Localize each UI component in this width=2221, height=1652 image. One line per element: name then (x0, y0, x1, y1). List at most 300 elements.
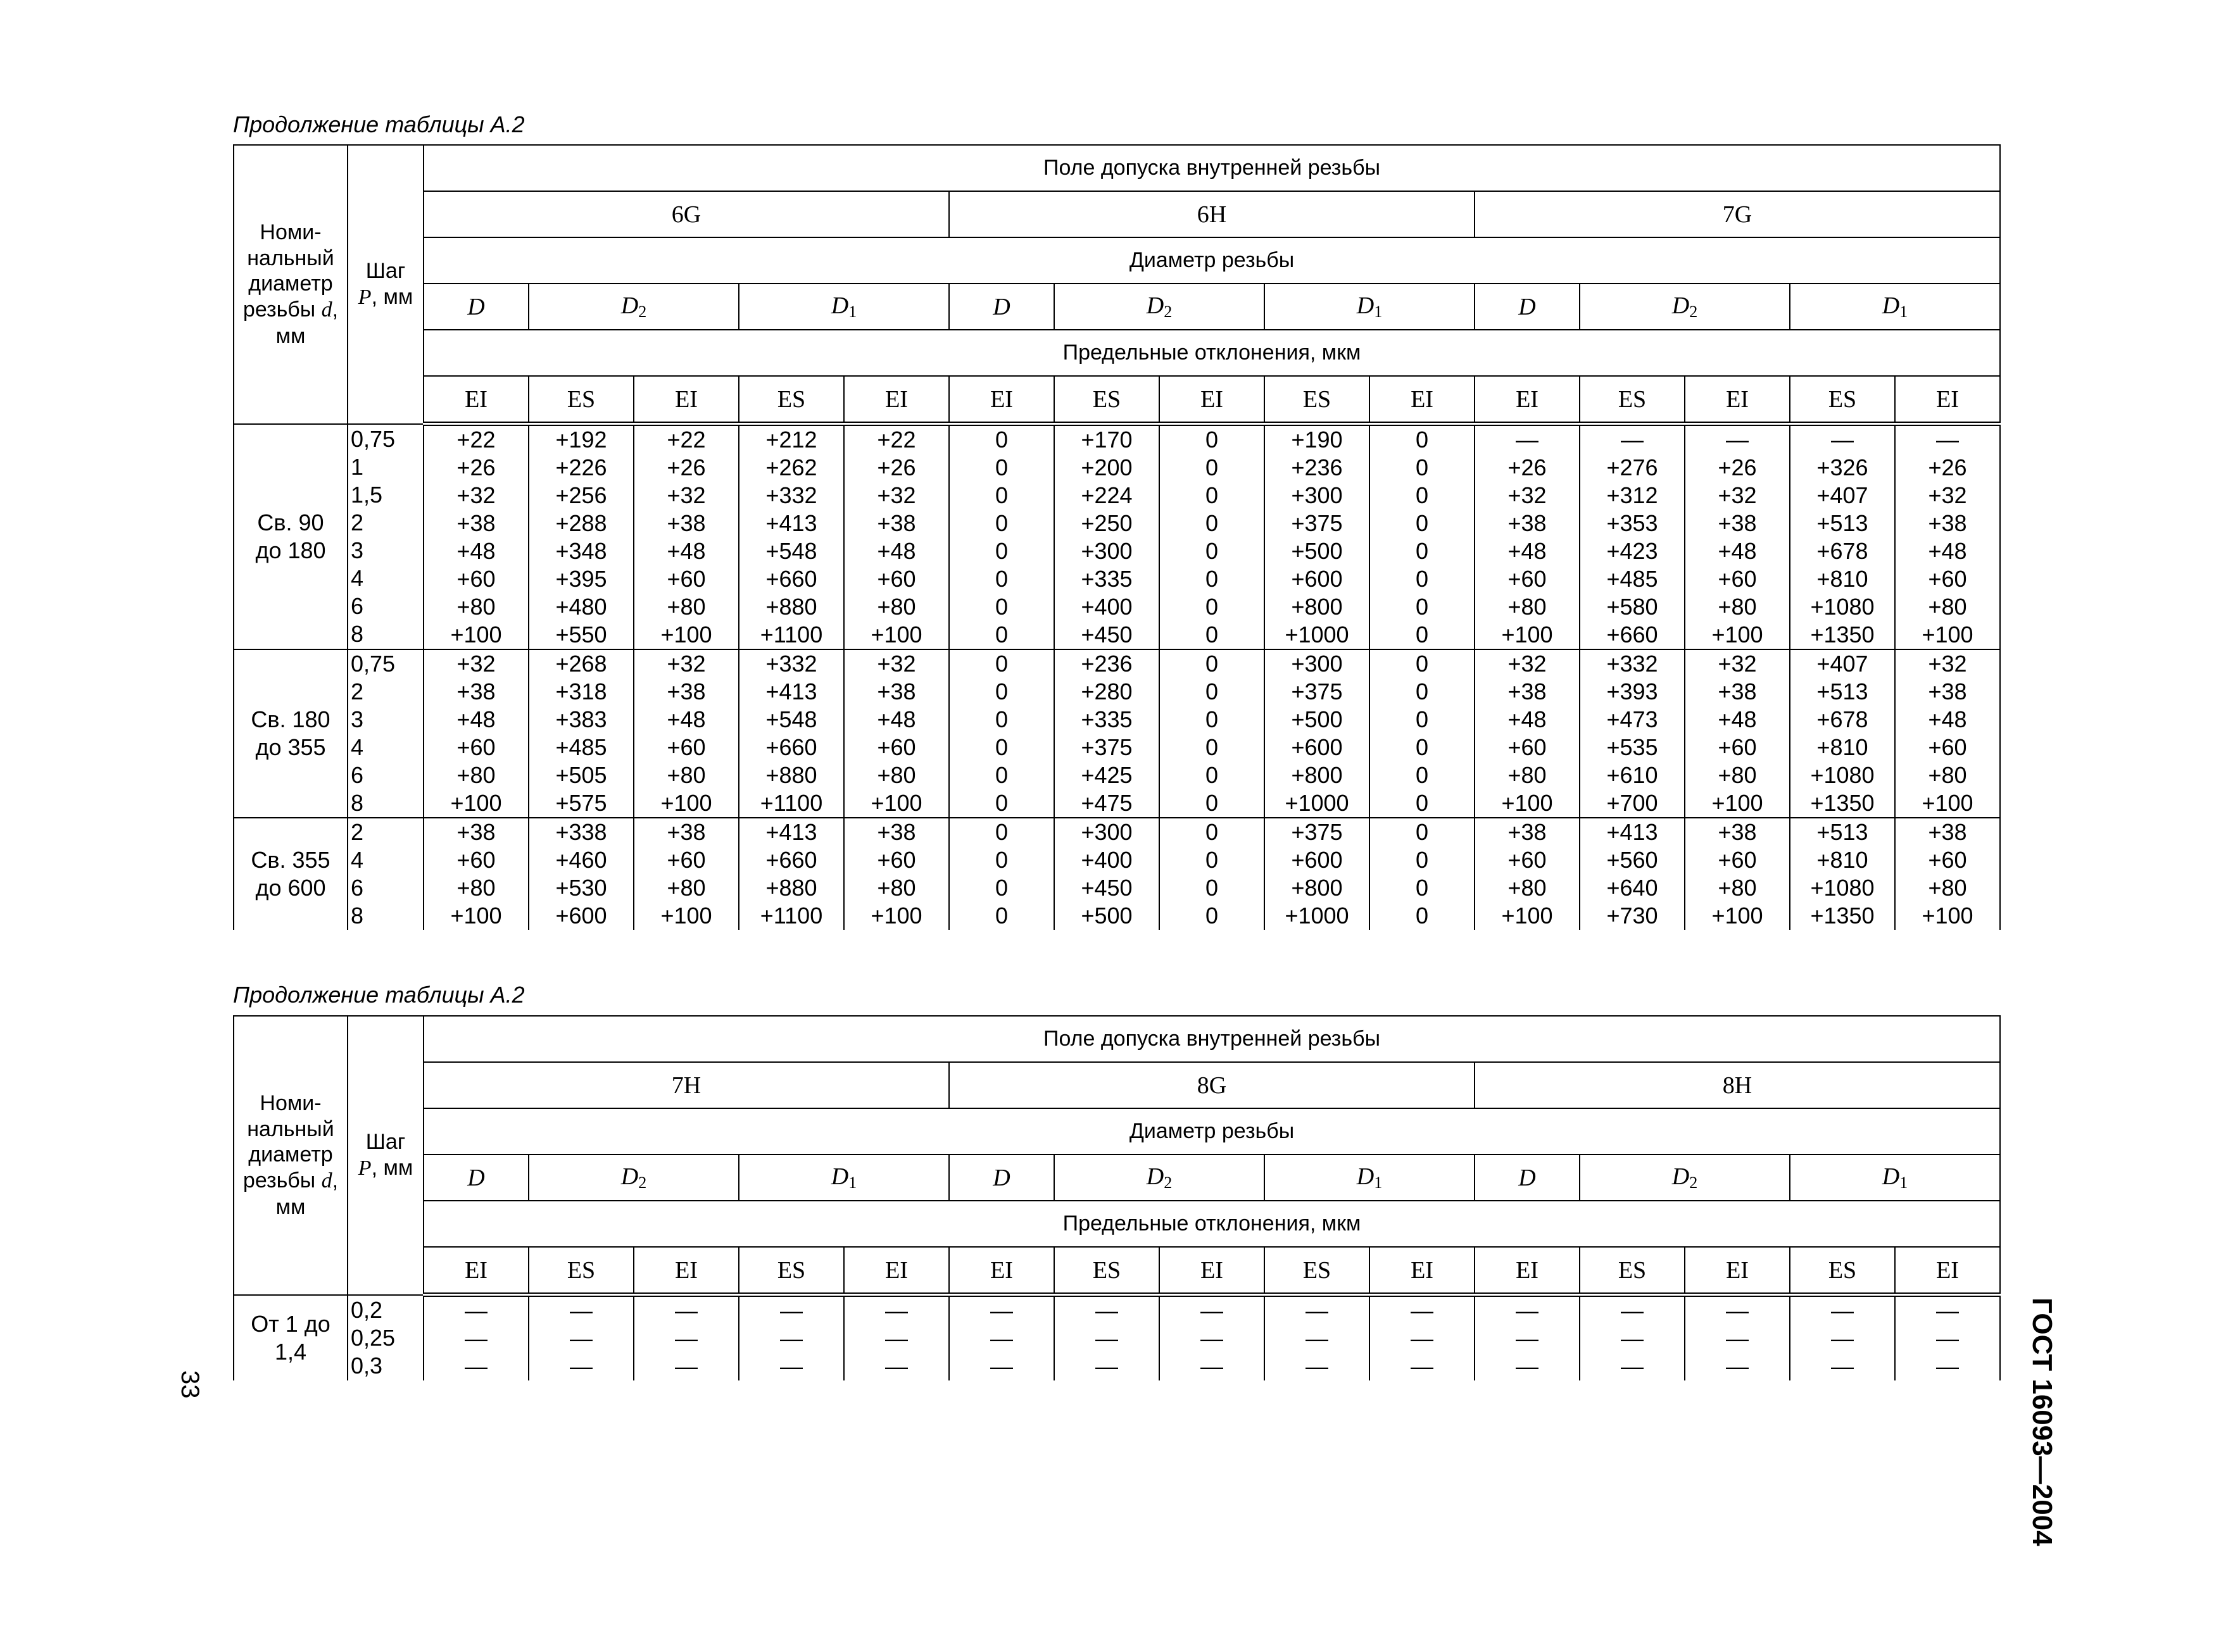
deviation-value: 0 (995, 510, 1009, 536)
diameter-header (1580, 1155, 1790, 1201)
deviation-value: 0 (995, 679, 1009, 704)
diameter-symbol: D (831, 1163, 849, 1190)
deviation-column-cell (1475, 818, 1580, 930)
deviation-value: +100 (1922, 903, 1973, 929)
deviation-value: 0 (1205, 706, 1219, 732)
diameter-symbol: D (1882, 292, 1900, 319)
deviation-column-cell (424, 649, 529, 818)
row-label-line: диаметр (248, 1142, 333, 1167)
deviation-value: +660 (765, 566, 817, 592)
deviation-column-cell (529, 424, 634, 650)
deviation-column-cell (949, 818, 1054, 930)
deviation-value: +600 (1291, 566, 1343, 592)
deviation-value: +1350 (1810, 790, 1875, 816)
deviation-column-cell (424, 1295, 529, 1381)
deviation-value: +38 (1718, 510, 1757, 536)
deviation-column-cell (1790, 424, 1895, 650)
deviation-value: +60 (1507, 847, 1547, 873)
diameter-header (1054, 1155, 1264, 1201)
deviation-value: — (1726, 1325, 1749, 1351)
variable-letter: P (358, 1156, 372, 1180)
deviation-code: ES (739, 376, 844, 424)
deviation-value: 0 (1415, 875, 1429, 901)
step-value: 6 (351, 875, 364, 901)
deviation-column-cell (1475, 424, 1580, 650)
deviation-value: +413 (765, 510, 817, 536)
deviation-value: +300 (1081, 819, 1133, 845)
deviation-column-cell (1054, 818, 1159, 930)
field-code: 8H (1475, 1062, 2000, 1108)
deviation-column-cell (1264, 818, 1369, 930)
deviation-value: +80 (667, 762, 706, 788)
deviation-column-cell (1264, 649, 1369, 818)
deviation-value: 0 (995, 762, 1009, 788)
deviation-value: +383 (555, 706, 607, 732)
deviation-value: +38 (1507, 679, 1547, 704)
diameter-symbol: D (831, 292, 849, 319)
step-value: 6 (351, 762, 364, 788)
field-code: 6G (424, 191, 949, 237)
deviation-value: +730 (1606, 903, 1658, 929)
deviation-column-cell (844, 818, 949, 930)
deviation-value: +60 (667, 734, 706, 760)
deviation-value: 0 (1415, 622, 1429, 648)
diameter-range-line: Св. 355 (251, 847, 330, 873)
deviation-value: +26 (667, 454, 706, 480)
deviation-value: +280 (1081, 679, 1133, 704)
deviation-value: 0 (1415, 538, 1429, 564)
deviation-value: 0 (1205, 454, 1219, 480)
step-cell (348, 818, 424, 930)
header-row (234, 1155, 2000, 1201)
deviation-column-cell (1369, 424, 1475, 650)
deviation-value: +332 (765, 651, 817, 677)
deviation-value: 0 (995, 622, 1009, 648)
deviation-value: +48 (877, 538, 916, 564)
deviation-code: EI (1895, 1247, 2000, 1295)
diameter-subscript: 1 (1899, 303, 1908, 321)
step-value: 1 (351, 453, 364, 480)
deviation-value: +268 (555, 651, 607, 677)
tolerance-table-2 (233, 1015, 2001, 1380)
deviation-value: 0 (1415, 734, 1429, 760)
deviation-value: 0 (1205, 622, 1219, 648)
header-row (234, 1108, 2000, 1155)
deviation-value: +880 (765, 762, 817, 788)
deviation-value: +640 (1606, 875, 1658, 901)
deviation-code: EI (1685, 376, 1790, 424)
deviation-value: — (1726, 1298, 1749, 1323)
deviation-value: 0 (1205, 594, 1219, 620)
diameter-symbol: D (1882, 1163, 1900, 1190)
deviation-column-cell (949, 1295, 1054, 1381)
deviation-value: +100 (1711, 790, 1763, 816)
table-row-group (234, 1295, 2000, 1381)
deviation-code: EI (1685, 1247, 1790, 1295)
deviation-value: +100 (660, 903, 712, 929)
deviation-code: EI (844, 1247, 949, 1295)
diameter-subscript: 2 (1164, 303, 1173, 321)
deviation-column-cell (1475, 1295, 1580, 1381)
step-value: 6 (351, 592, 364, 619)
deviation-code: EI (949, 376, 1054, 424)
deviation-value: 0 (1415, 679, 1429, 704)
deviation-column-cell (1054, 424, 1159, 650)
deviation-value: +335 (1081, 706, 1133, 732)
deviation-code: ES (1790, 1247, 1895, 1295)
deviation-value: +80 (456, 875, 496, 901)
deviation-value: +60 (877, 734, 916, 760)
diameter-range-line: до 180 (255, 537, 326, 563)
deviation-value: +226 (555, 454, 607, 480)
deviation-value: — (885, 1298, 908, 1323)
deviation-value: +80 (877, 875, 916, 901)
deviation-value: +48 (1928, 538, 1967, 564)
deviation-value: +1080 (1810, 762, 1875, 788)
deviation-value: +480 (555, 594, 607, 620)
deviation-value: +60 (877, 847, 916, 873)
deviation-column-cell (1790, 818, 1895, 930)
deviation-value: 0 (1415, 566, 1429, 592)
diameter-header (1790, 1155, 2000, 1201)
deviation-value: 0 (1415, 903, 1429, 929)
deviation-value: +300 (1291, 482, 1343, 508)
deviation-value: +513 (1816, 679, 1868, 704)
deviation-value: +880 (765, 875, 817, 901)
deviation-value: +80 (1718, 594, 1757, 620)
step-value: 2 (351, 509, 364, 535)
step-value: 3 (351, 706, 364, 732)
deviation-value: +678 (1816, 538, 1868, 564)
deviation-value: — (570, 1325, 593, 1351)
diameter-subscript: 2 (1164, 1173, 1173, 1192)
deviation-value: — (570, 1298, 593, 1323)
diameter-symbol: D (467, 293, 485, 320)
step-value: 0,75 (351, 425, 396, 452)
deviation-value: +32 (1507, 651, 1547, 677)
deviation-value: — (990, 1353, 1013, 1379)
deviation-value: +460 (555, 847, 607, 873)
deviation-column-cell (1054, 649, 1159, 818)
step-label-line: Шаг (365, 258, 406, 283)
deviation-value: 0 (995, 427, 1009, 453)
deviation-value: — (465, 1325, 488, 1351)
deviation-value: — (1200, 1353, 1223, 1379)
deviation-code: ES (1054, 1247, 1159, 1295)
diameter-range-cell (234, 649, 348, 818)
deviation-value: +348 (555, 538, 607, 564)
deviation-value: +48 (456, 538, 496, 564)
deviation-value: +375 (1081, 734, 1133, 760)
deviation-column-cell (844, 649, 949, 818)
diameter-symbol: D (1356, 292, 1375, 319)
deviation-value: +80 (667, 594, 706, 620)
deviation-value: — (1306, 1325, 1328, 1351)
deviation-value: +200 (1081, 454, 1133, 480)
deviation-value: +548 (765, 706, 817, 732)
deviation-value: 0 (995, 903, 1009, 929)
deviation-value: 0 (1205, 566, 1219, 592)
deviation-value: +80 (456, 594, 496, 620)
deviation-value: +48 (877, 706, 916, 732)
deviation-code: EI (949, 1247, 1054, 1295)
deviation-value: — (570, 1353, 593, 1379)
field-header: Поле допуска внутренней резьбы (424, 145, 2000, 191)
deviation-value: +100 (1922, 622, 1973, 648)
deviation-value: — (1306, 1298, 1328, 1323)
deviation-value: 0 (1205, 510, 1219, 536)
deviation-column-cell (1580, 424, 1685, 650)
deviation-value: — (1621, 1325, 1644, 1351)
deviation-value: +800 (1291, 594, 1343, 620)
deviation-value: — (1621, 1298, 1644, 1323)
header-row (234, 1247, 2000, 1295)
deviation-value: +100 (1922, 790, 1973, 816)
deviation-value: +535 (1606, 734, 1658, 760)
table-caption: Продолжение таблицы А.2 (233, 982, 525, 1008)
deviation-value: +60 (1507, 734, 1547, 760)
deviation-value: +413 (765, 819, 817, 845)
deviation-value: +375 (1291, 679, 1343, 704)
deviation-value: +32 (456, 482, 496, 508)
deviation-value: — (465, 1298, 488, 1323)
deviation-code: ES (529, 1247, 634, 1295)
diameter-range-line: 1,4 (274, 1338, 307, 1365)
deviation-column-cell (424, 818, 529, 930)
deviation-value: +80 (877, 762, 916, 788)
deviation-value: +48 (667, 538, 706, 564)
deviation-value: +38 (1718, 819, 1757, 845)
diameter-symbol: D (993, 293, 1010, 320)
deviation-value: +375 (1291, 819, 1343, 845)
deviation-column-cell (1159, 424, 1264, 650)
diameter-range-line: до 600 (255, 875, 326, 901)
deviation-code: ES (1264, 376, 1369, 424)
row-label-header (234, 1016, 348, 1295)
diameter-header (1475, 284, 1580, 330)
diameter-header (739, 1155, 949, 1201)
row-label-line: нальный (247, 246, 334, 270)
step-label-line: Шаг (365, 1129, 406, 1154)
deviation-value: +1000 (1285, 903, 1349, 929)
deviation-value: +1080 (1810, 594, 1875, 620)
deviation-value: +1100 (760, 903, 823, 929)
deviation-value: +600 (1291, 847, 1343, 873)
deviation-value: +256 (555, 482, 607, 508)
deviation-value: +80 (456, 762, 496, 788)
row-label-line: нальный (247, 1117, 334, 1141)
diameter-symbol: D (1671, 292, 1690, 319)
deviation-value: — (1831, 1325, 1854, 1351)
deviation-value: +580 (1606, 594, 1658, 620)
deviation-value: +38 (1928, 510, 1967, 536)
deviation-value: — (465, 1353, 488, 1379)
deviation-value: +80 (1507, 762, 1547, 788)
diameter-range-line: до 355 (255, 734, 326, 760)
deviation-column-cell (844, 1295, 949, 1381)
deviation-value: +1350 (1810, 903, 1875, 929)
deviation-column-cell (1790, 649, 1895, 818)
step-label-header (348, 1016, 424, 1295)
deviation-value: 0 (1415, 790, 1429, 816)
deviation-value: +530 (555, 875, 607, 901)
row-label-line: резьбы d, (242, 297, 339, 322)
field-code: 8G (949, 1062, 1475, 1108)
deviation-value: 0 (995, 734, 1009, 760)
deviation-code: ES (1580, 1247, 1685, 1295)
deviation-code: EI (1369, 1247, 1475, 1295)
deviation-value: — (1411, 1325, 1433, 1351)
step-value: 4 (351, 734, 364, 760)
deviation-value: +80 (1507, 875, 1547, 901)
deviation-value: +32 (1928, 651, 1967, 677)
deviation-value: +60 (1718, 566, 1757, 592)
diameter-header (529, 284, 739, 330)
step-label-line: P, мм (358, 284, 413, 309)
deviation-value: 0 (995, 482, 1009, 508)
deviation-code: EI (634, 1247, 739, 1295)
table-row-group (234, 649, 2000, 818)
step-value: 0,3 (351, 1352, 383, 1379)
deviation-column-cell (844, 424, 949, 650)
diameter-range-cell (234, 818, 348, 930)
row-label-header (234, 145, 348, 424)
deviation-code: EI (424, 376, 529, 424)
deviation-value: +48 (1718, 538, 1757, 564)
deviation-value: — (1095, 1353, 1118, 1379)
field-code: 6H (949, 191, 1475, 237)
deviation-value: +192 (555, 427, 607, 453)
deviation-column-cell (634, 1295, 739, 1381)
deviation-column-cell (1685, 1295, 1790, 1381)
deviation-value: +100 (1711, 903, 1763, 929)
deviation-value: +880 (765, 594, 817, 620)
diameter-header (424, 284, 529, 330)
step-label-line: P, мм (358, 1155, 413, 1180)
deviation-value: +100 (871, 903, 922, 929)
deviation-code: EI (424, 1247, 529, 1295)
deviation-value: — (1831, 1353, 1854, 1379)
deviation-value: +353 (1606, 510, 1658, 536)
deviation-value: — (1306, 1353, 1328, 1379)
deviation-value: 0 (1205, 819, 1219, 845)
diameter-subscript: 1 (848, 1173, 857, 1192)
deviation-value: +80 (1718, 875, 1757, 901)
row-label-line: Номи- (260, 220, 322, 244)
header-row (234, 1201, 2000, 1247)
deviation-value: — (1095, 1298, 1118, 1323)
deviation-value: +548 (765, 538, 817, 564)
deviation-value: 0 (1415, 847, 1429, 873)
deviation-value: +393 (1606, 679, 1658, 704)
diameter-symbol: D (1146, 1163, 1164, 1190)
deviation-value: +375 (1291, 510, 1343, 536)
step-value: 3 (351, 537, 364, 563)
deviation-value: 0 (1205, 427, 1219, 453)
diameter-subscript: 1 (1374, 1173, 1383, 1192)
header-row (234, 1062, 2000, 1108)
thread-diameter-header: Диаметр резьбы (424, 237, 2000, 284)
deviation-value: +80 (1718, 762, 1757, 788)
deviation-value: +236 (1291, 454, 1343, 480)
deviation-value: +810 (1816, 734, 1868, 760)
diameter-header (949, 284, 1054, 330)
deviation-value: +60 (877, 566, 916, 592)
deviation-value: +48 (1718, 706, 1757, 732)
deviation-value: +485 (555, 734, 607, 760)
diameter-header (1054, 284, 1264, 330)
step-value: 4 (351, 565, 364, 591)
deviation-value: +800 (1291, 762, 1343, 788)
deviation-value: +26 (456, 454, 496, 480)
deviation-value: +1100 (760, 622, 823, 648)
deviation-column-cell (1790, 1295, 1895, 1381)
deviation-column-cell (1369, 818, 1475, 930)
deviation-value: — (1621, 1353, 1644, 1379)
step-value: 0,2 (351, 1296, 383, 1323)
diameter-range-line: Св. 180 (251, 706, 330, 732)
deviation-value: +100 (871, 622, 922, 648)
gost-label: ГОСТ 16093—2004 (2027, 1298, 2058, 1546)
deviation-column-cell (1895, 649, 2000, 818)
deviation-value: +80 (1928, 594, 1967, 620)
deviation-column-cell (1159, 818, 1264, 930)
field-header: Поле допуска внутренней резьбы (424, 1016, 2000, 1062)
deviation-value: 0 (995, 790, 1009, 816)
row-label-line: мм (275, 323, 306, 348)
deviation-column-cell (1685, 424, 1790, 650)
deviation-value: +38 (877, 510, 916, 536)
deviation-value: 0 (995, 594, 1009, 620)
limit-deviations-header: Предельные отклонения, мкм (424, 330, 2000, 376)
deviation-value: +550 (555, 622, 607, 648)
deviation-value: — (1936, 427, 1960, 453)
deviation-value: +332 (765, 482, 817, 508)
deviation-value: +38 (877, 819, 916, 845)
deviation-code: ES (739, 1247, 844, 1295)
diameter-range-line: Св. 90 (257, 509, 324, 535)
deviation-value: +60 (1507, 566, 1547, 592)
deviation-value: +338 (555, 819, 607, 845)
deviation-value: +100 (450, 903, 502, 929)
step-value: 0,25 (351, 1324, 396, 1351)
deviation-value: — (885, 1325, 908, 1351)
deviation-value: +48 (1507, 538, 1547, 564)
step-value: 1,5 (351, 481, 383, 508)
deviation-column-cell (1369, 1295, 1475, 1381)
deviation-code: ES (1054, 376, 1159, 424)
deviation-value: 0 (1415, 427, 1429, 453)
variable-letter: d (321, 1169, 332, 1193)
table-row-group (234, 424, 2000, 650)
deviation-value: +80 (1507, 594, 1547, 620)
deviation-column-cell (949, 649, 1054, 818)
deviation-value: — (885, 1353, 908, 1379)
deviation-value: +560 (1606, 847, 1658, 873)
deviation-value: +236 (1081, 651, 1133, 677)
deviation-code: EI (1159, 376, 1264, 424)
step-value: 8 (351, 620, 364, 647)
deviation-code: EI (1159, 1247, 1264, 1295)
deviation-value: — (1936, 1298, 1960, 1323)
diameter-header (424, 1155, 529, 1201)
deviation-code: EI (1475, 1247, 1580, 1295)
deviation-value: +60 (456, 847, 496, 873)
deviation-value: +660 (1606, 622, 1658, 648)
deviation-value: 0 (1205, 734, 1219, 760)
deviation-column-cell (1580, 818, 1685, 930)
deviation-value: — (675, 1298, 698, 1323)
